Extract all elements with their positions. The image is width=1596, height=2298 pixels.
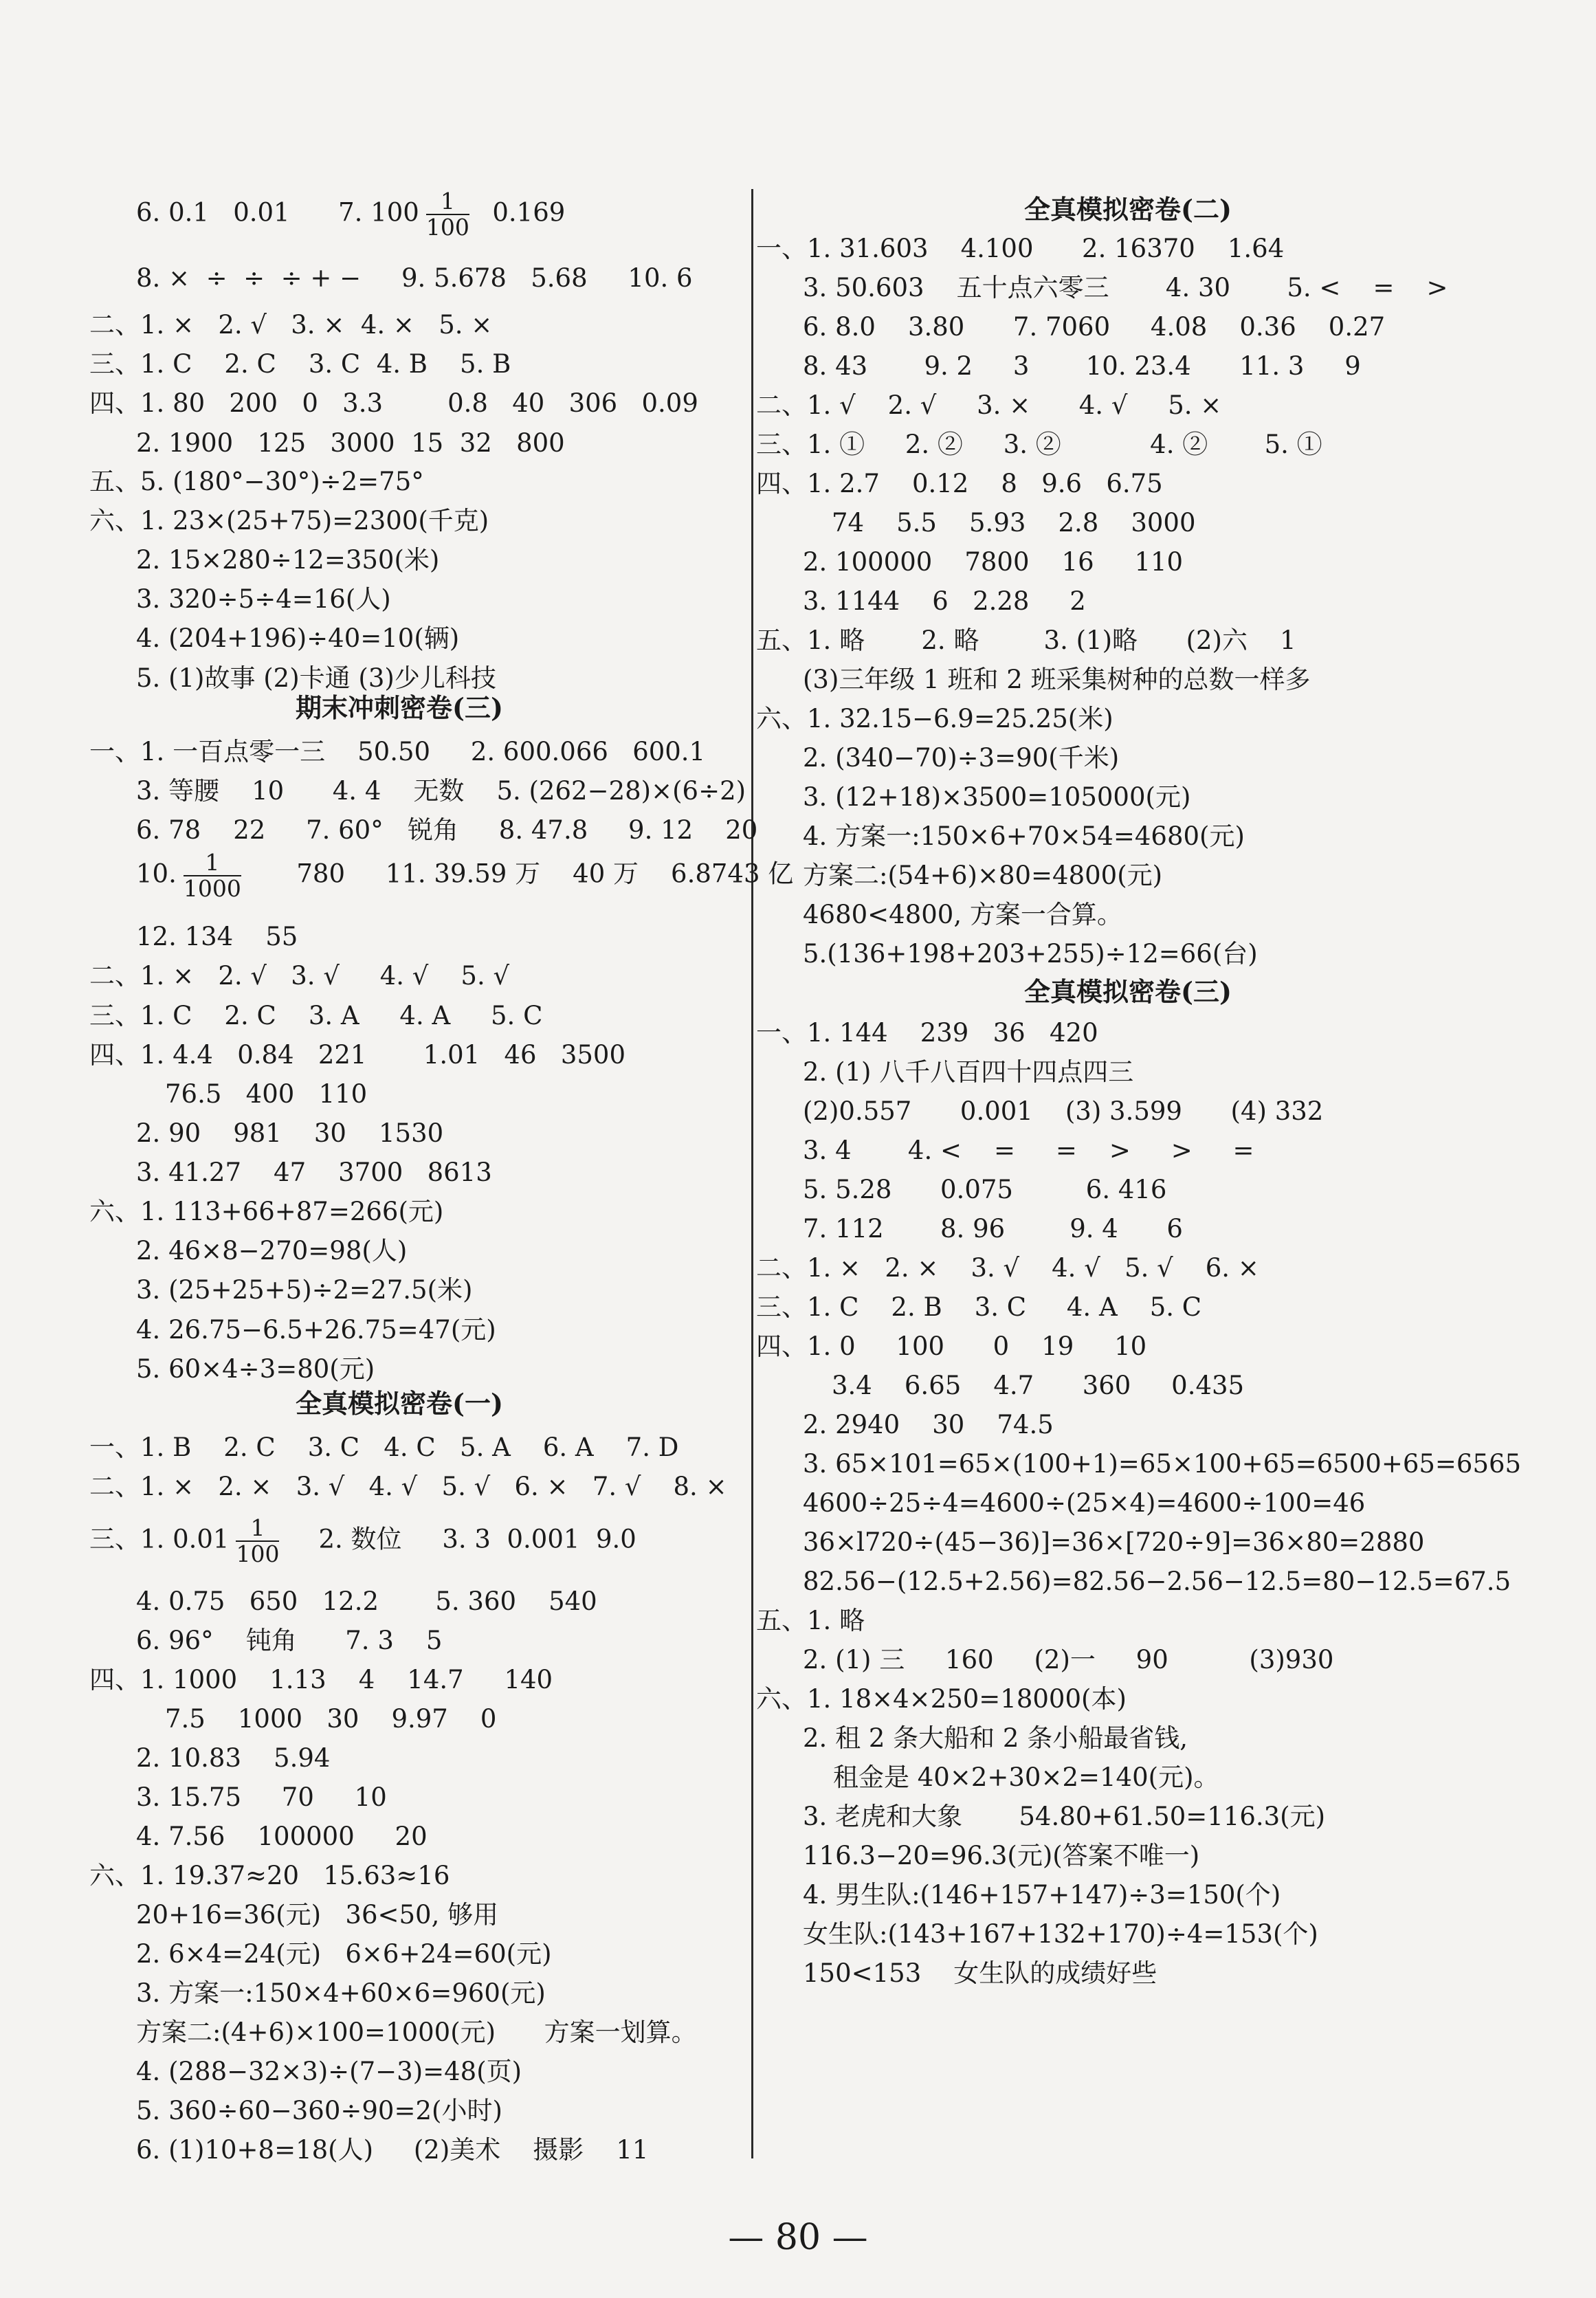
answer-line [803,545,1183,579]
answer-text: 6. 0.1 0.01 7. 100 [136,197,419,228]
answer-text: 2. (1) 八千八百四十四点四三 [803,1057,1134,1087]
answer-line [803,1839,1199,1873]
answer-text: 四、1. 2.7 0.12 8 9.6 6.75 [756,469,1163,498]
answer-line [803,1408,1054,1442]
answer-line [89,1663,553,1697]
answer-text: 二、1. × 2. √ 3. √ 4. √ 5. √ [89,961,510,991]
answer-text: 六、1. 23×(25+75)=2300(千克) [89,506,489,535]
answer-line [136,426,565,461]
answer-line [803,1212,1183,1246]
answer-text: (2)0.557 0.001 (3) 3.599 (4) 332 [803,1096,1324,1126]
answer-text: (3)三年级 1 班和 2 班采集树种的总数一样多 [803,665,1311,694]
fraction-numerator: 1 [426,189,469,215]
answer-text: 82.56−(12.5+2.56)=82.56−2.56−12.5=80−12.5=67.5 [803,1567,1511,1596]
fraction-denominator: 1000 [183,875,241,902]
answer-line [756,428,1322,462]
answer-line [803,898,1122,932]
page-number: — 80 — [728,2217,868,2258]
answer-text: 六、1. 113+66+87=266(元) [89,1197,444,1226]
answer-line [136,543,439,577]
answer-text: 36×l720÷(45−36)]=36×[720÷9]=36×80=2880 [803,1527,1425,1557]
answer-text: 8. × ÷ ÷ ÷ + − 9. 5.678 5.68 10. 6 [136,263,693,293]
answer-text: 一、1. B 2. C 3. C 4. C 5. A 6. A 7. D [89,1433,679,1462]
answer-text: 五、1. 略 2. 略 3. (1)略 (2)六 1 [756,626,1296,655]
column-divider [751,189,753,2158]
answer-line [803,271,1448,305]
answer-line [803,1565,1511,1599]
answer-text: 2. 100000 7800 16 110 [803,547,1184,577]
answer-text: 74 5.5 5.93 2.8 3000 [832,508,1196,538]
answer-line [136,920,298,954]
answer-text: 3. 方案一:150×4+60×6=960(元) [136,1978,546,2008]
answer-text: 2. (340−70)÷3=90(千米) [803,743,1120,773]
answer-line [136,582,391,617]
answer-text: 3. 等腰 10 4. 4 无数 5. (262−28)×(6÷2) [136,776,746,806]
section-title: 期末冲刺密卷(三) [296,692,503,723]
answer-text: 5. 5.28 0.075 6. 416 [803,1175,1167,1204]
answer-text: 4. (204+196)÷40=10(辆) [136,623,460,653]
answer-line [803,1917,1318,1952]
answer-text: 三、1. C 2. C 3. A 4. A 5. C [89,1001,543,1030]
answer-text: 4. 男生队:(146+157+147)÷3=150(个) [803,1880,1281,1910]
answer-text: 方案二:(54+6)×80=4800(元) [803,861,1163,890]
answer-line [756,1604,865,1638]
answer-line [136,2055,522,2089]
answer-text: 2. 10.83 5.94 [136,1743,331,1773]
answer-text: 2. 90 981 30 1530 [136,1118,444,1148]
fraction-numerator: 1 [236,1516,279,1542]
answer-line [803,859,1162,893]
fraction-numerator: 1 [184,850,241,876]
answer-line [756,623,1296,658]
answer-text: 五、5. (180°−30°)÷2=75° [89,467,424,496]
answer-text: 4600÷25÷4=4600÷(25×4)=4600÷100=46 [803,1488,1366,1518]
answer-line [833,1760,1219,1795]
answer-line [803,1643,1333,1677]
answer-line [803,1173,1166,1207]
answer-line [136,1234,407,1268]
answer-line [803,1800,1325,1834]
answer-line [803,310,1385,344]
answer-text: 六、1. 19.37≈20 15.63≈16 [89,1861,450,1890]
answer-line [756,1290,1201,1325]
answer-line [803,1447,1521,1481]
answer-line [803,1134,1254,1168]
answer-line [89,465,424,499]
section-title: 全真模拟密卷(二) [1024,194,1232,225]
answer-text: 一、1. 31.603 4.100 2. 16370 1.64 [756,234,1285,263]
answer-text: 二、1. × 2. √ 3. × 4. × 5. × [89,310,493,340]
answer-text: 4. 0.75 650 12.2 5. 360 540 [136,1587,597,1616]
fraction [184,850,241,901]
answer-line [89,1195,443,1229]
answer-line [803,584,1086,619]
answer-text: 7.5 1000 30 9.97 0 [165,1704,497,1734]
answer-text: 8. 43 9. 2 3 10. 23.4 11. 3 9 [803,351,1361,381]
answer-line [89,1470,727,1504]
answer-line [803,1094,1323,1129]
answer-text: 二、1. √ 2. √ 3. × 4. √ 5. × [756,390,1222,420]
answer-line [756,702,1113,736]
answer-text: 6. 78 22 7. 60° 锐角 8. 47.8 9. 12 20 [136,815,758,845]
answer-line [756,1329,1146,1364]
answer-line [803,819,1245,854]
answer-line [89,1859,450,1893]
answer-line [756,1682,1127,1716]
answer-text: 2. 2940 30 74.5 [803,1410,1054,1439]
answer-text: 2. 1900 125 3000 15 32 800 [136,428,565,458]
answer-text: 2. 租 2 条大船和 2 条小船最省钱, [803,1723,1188,1753]
answer-line [136,1116,443,1151]
answer-text: 方案二:(4+6)×100=1000(元) 方案一划算。 [136,2018,697,2047]
answer-text: 6. 96° 钝角 7. 3 5 [136,1626,443,1655]
answer-line [89,735,705,769]
answer-text-after: 780 11. 39.59 万 40 万 6.8743 亿 [247,859,794,889]
answer-line [136,1937,552,1971]
answer-text: 3. 老虎和大象 54.80+61.50=116.3(元) [803,1802,1326,1831]
answer-text: 20+16=36(元) 36<50, 够用 [136,1900,499,1930]
answer-line [803,780,1190,815]
answer-text: 3. 1144 6 2.28 2 [803,586,1086,616]
answer-text: 六、1. 18×4×250=18000(本) [756,1684,1127,1714]
answer-text: 3.4 6.65 4.7 360 0.435 [832,1371,1245,1400]
answer-line [136,189,565,244]
answer-line [756,1016,1098,1050]
answer-line [136,1780,387,1815]
answer-text: 租金是 40×2+30×2=140(元)。 [833,1763,1219,1792]
answer-text-after: 2. 数位 3. 3 0.001 9.0 [286,1524,636,1554]
answer-text: 三、1. 0.01 [89,1524,230,1554]
answer-text: 4680<4800, 方案一合算。 [803,900,1122,929]
answer-text: 2. (1) 三 160 (2)一 90 (3)930 [803,1645,1334,1675]
answer-text: 六、1. 32.15−6.9=25.25(米) [756,704,1113,733]
answer-line [136,1584,597,1619]
answer-text: 12. 134 55 [136,922,298,951]
answer-line [803,1878,1281,1912]
answer-line [832,506,1196,540]
answer-line [89,386,698,421]
answer-line [803,1486,1365,1521]
answer-text: 116.3−20=96.3(元)(答案不唯一) [803,1841,1200,1870]
answer-line [803,741,1119,775]
fraction [236,1516,279,1567]
answer-line [89,1430,678,1465]
answer-line [803,937,1258,971]
answer-line [89,999,542,1033]
answer-text: 5.(136+198+203+255)÷12=66(台) [803,939,1258,969]
answer-text: 二、1. × 2. × 3. √ 4. √ 5. √ 6. × [756,1253,1259,1283]
answer-line [832,1369,1244,1403]
answer-text: 四、1. 1000 1.13 4 14.7 140 [89,1665,553,1694]
answer-line [89,347,511,382]
answer-line [803,1721,1188,1756]
answer-text: 四、1. 80 200 0 3.3 0.8 40 306 0.09 [89,388,698,418]
answer-text: 3. 65×101=65×(100+1)=65×100+65=6500+65=6565 [803,1449,1522,1479]
answer-text: 3. (25+25+5)÷2=27.5(米) [136,1275,473,1305]
answer-line [136,774,746,808]
answer-line [136,2133,648,2167]
answer-text: 2. 15×280÷12=350(米) [136,545,440,575]
answer-line [803,1055,1133,1090]
answer-line [136,850,793,905]
answer-line [803,663,1311,697]
answer-text: 四、1. 4.4 0.84 221 1.01 46 3500 [89,1040,625,1070]
answer-line [136,2094,502,2128]
answer-line [136,1313,496,1347]
answer-line [165,1702,496,1736]
answer-line [803,349,1361,384]
answer-text: 5. 60×4÷3=80(元) [136,1354,375,1384]
answer-text: 4. (288−32×3)÷(7−3)=48(页) [136,2057,522,2086]
answer-text: 150<153 女生队的成绩好些 [803,1958,1157,1988]
answer-line [756,467,1163,501]
answer-line [136,1624,442,1658]
answer-text: 2. 6×4=24(元) 6×6+24=60(元) [136,1939,552,1969]
answer-text: 5. 360÷60−360÷90=2(小时) [136,2096,502,2125]
answer-text: 5. (1)故事 (2)卡通 (3)少儿科技 [136,663,496,693]
answer-line [803,1525,1424,1560]
answer-text: 2. 46×8−270=98(人) [136,1236,408,1266]
answer-line [756,388,1221,423]
answer-text: 一、1. 144 239 36 420 [756,1018,1098,1048]
answer-text: 四、1. 0 100 0 19 10 [756,1332,1147,1361]
answer-text: 三、1. ① 2. ② 3. ② 4. ② 5. ① [756,430,1322,459]
answer-line [136,261,693,296]
answer-text: 7. 112 8. 96 9. 4 6 [803,1214,1183,1244]
answer-text: 6. (1)10+8=18(人) (2)美术 摄影 11 [136,2135,649,2165]
answer-line [136,621,459,656]
answer-line [136,1976,546,2011]
answer-line [756,232,1284,266]
answer-text: 女生队:(143+167+132+170)÷4=153(个) [803,1919,1318,1949]
answer-text: 6. 8.0 3.80 7. 7060 4.08 0.36 0.27 [803,312,1386,342]
answer-line [136,1820,428,1854]
answer-text: 10. [136,859,177,889]
answer-text: 3. 50.603 五十点六零三 4. 30 5. < = > [803,273,1448,302]
answer-line [136,813,757,848]
fraction-denominator: 100 [425,214,469,241]
answer-text: 一、1. 一百点零一三 50.50 2. 600.066 600.1 [89,737,706,766]
answer-line [89,1038,625,1072]
answer-text: 4. 26.75−6.5+26.75=47(元) [136,1315,496,1345]
section-title: 全真模拟密卷(三) [1024,976,1232,1007]
answer-line [136,1741,330,1776]
answer-line [89,959,509,993]
answer-text: 3. 4 4. < = = > > = [803,1136,1254,1165]
answer-line [89,308,492,342]
answer-text: 4. 7.56 100000 20 [136,1822,428,1851]
answer-text: 3. 41.27 47 3700 8613 [136,1158,492,1187]
section-title: 全真模拟密卷(一) [296,1388,503,1419]
answer-text: 三、1. C 2. C 3. C 4. B 5. B [89,349,511,379]
answer-text: 3. 15.75 70 10 [136,1782,387,1812]
answer-text: 三、1. C 2. B 3. C 4. A 5. C [756,1292,1202,1322]
answer-line [136,1156,492,1190]
answer-text-after: 0.169 [476,197,566,228]
answer-text: 五、1. 略 [756,1606,865,1635]
answer-text: 二、1. × 2. × 3. √ 4. √ 5. √ 6. × 7. √ 8. × [89,1472,727,1501]
answer-text: 3. (12+18)×3500=105000(元) [803,782,1191,812]
answer-line [89,1516,636,1571]
answer-line [89,504,489,538]
fraction [426,189,469,240]
answer-line [136,1273,472,1307]
answer-text: 76.5 400 110 [165,1079,368,1109]
fraction-denominator: 100 [236,1540,280,1567]
answer-line [165,1077,367,1112]
answer-text: 3. 320÷5÷4=16(人) [136,584,391,614]
answer-line [136,1352,375,1386]
answer-line [803,1956,1157,1991]
answer-text: 4. 方案一:150×6+70×54=4680(元) [803,821,1245,851]
answer-line [756,1251,1259,1285]
answer-line [136,1898,498,1932]
answer-line [136,2015,697,2050]
